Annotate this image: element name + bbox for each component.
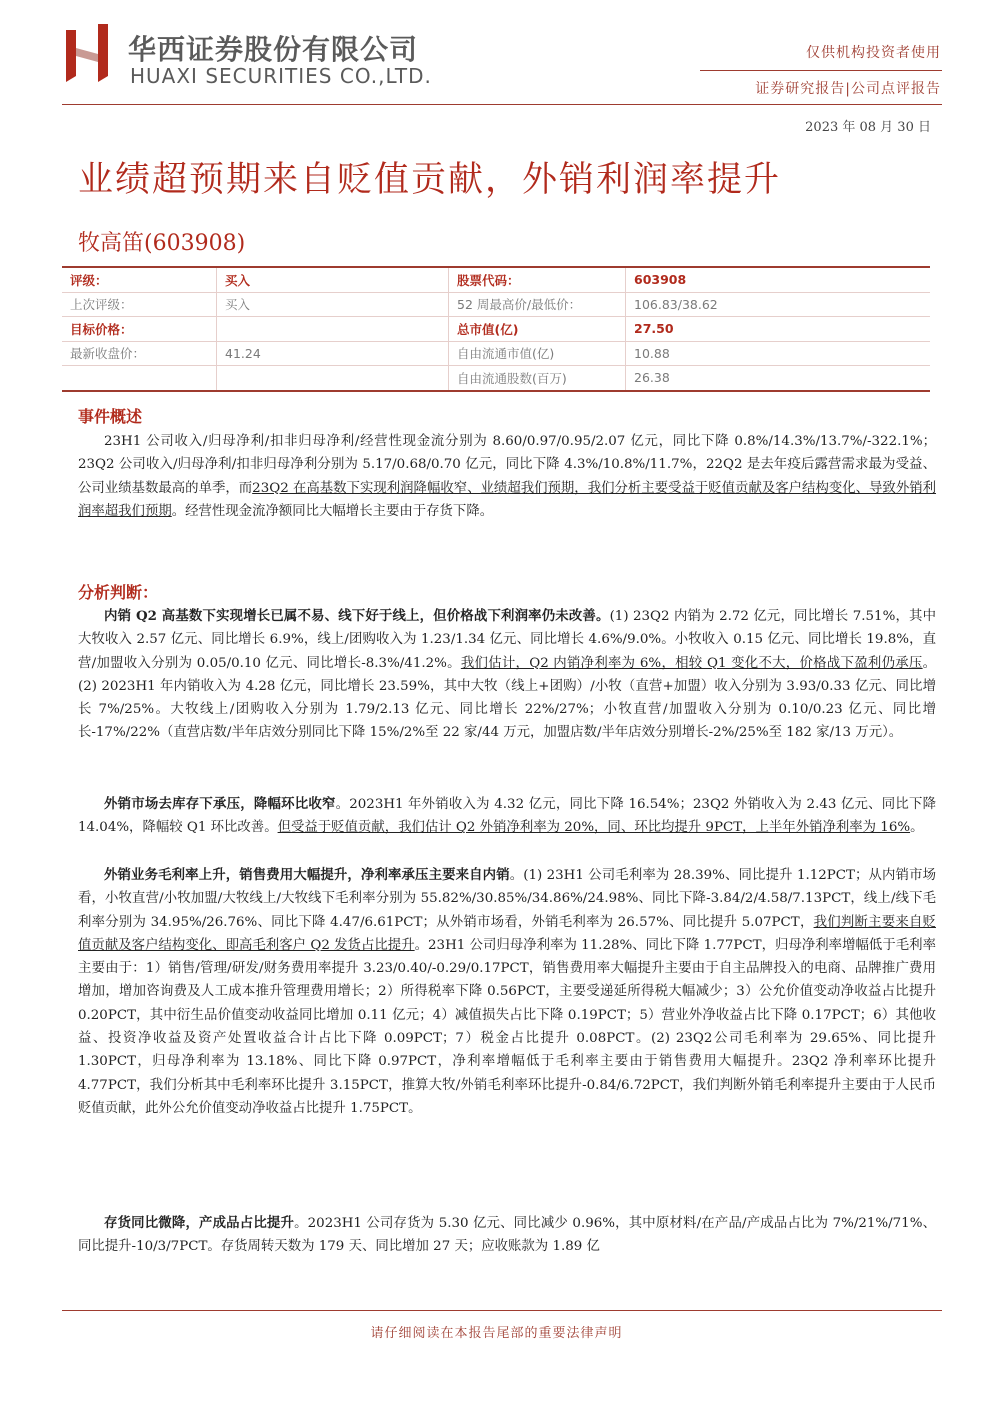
header-rule xyxy=(62,104,942,105)
table-cell: 52 周最高价/最低价： xyxy=(449,292,626,317)
analysis-section-title: 分析判断： xyxy=(78,583,159,602)
event-paragraph xyxy=(78,430,936,523)
event-section-title: 事件概述 xyxy=(78,407,143,426)
table-cell: 目标价格： xyxy=(62,317,217,342)
table-cell: 10.88 xyxy=(626,341,931,366)
table-cell xyxy=(217,317,449,342)
table-cell: 上次评级： xyxy=(62,292,217,317)
analysis-paragraph-inventory xyxy=(78,1212,936,1259)
report-title: 业绩超预期来自贬值贡献，外销利润率提升 xyxy=(78,160,782,200)
table-cell: 603908 xyxy=(626,267,931,292)
domestic-heading: 内销 Q2 高基数下实现增长已属不易、线下好于线上，但价格战下利润率仍未改善。 xyxy=(104,608,610,624)
company-ticker: 牧高笛(603908) xyxy=(78,231,246,256)
table-cell: 总市值(亿) xyxy=(449,317,626,342)
table-row xyxy=(62,366,930,391)
export-highlight: 但受益于贬值贡献，我们估计 Q2 外销净利率为 20%，同、环比均提升 9PCT，上半年外销净利率为 16% xyxy=(277,820,911,836)
table-cell: 买入 xyxy=(217,267,449,292)
table-cell: 27.50 xyxy=(626,317,931,342)
report-type: 证券研究报告|公司点评报告 xyxy=(755,81,941,97)
analysis-paragraph-margin xyxy=(78,864,936,1120)
audience-note: 仅供机构投资者使用 xyxy=(806,45,941,61)
export-text-end: 。 xyxy=(910,820,924,836)
table-cell: 股票代码： xyxy=(449,267,626,292)
export-text: 。2023H1 年外销收入为 4.32 亿元，同比下降 16.54%；23Q2 外销收入为 2.43 亿元、同比下降 14.04%，降幅较 Q1 环比改善。 xyxy=(78,797,937,836)
table-row xyxy=(62,292,930,317)
domestic-highlight: 我们估计，Q2 内销净利率为 6%，相较 Q1 变化不大，价格战下盈利仍承压 xyxy=(460,655,923,671)
table-cell: 自由流通市值(亿) xyxy=(449,341,626,366)
margin-highlight: 我们判断主要来自贬值贡献及客户结构变化、即高毛利客户 Q2 发货占比提升 xyxy=(78,914,936,953)
footer-rule xyxy=(62,1310,942,1311)
margin-text: 。(1) 23H1 公司毛利率为 28.39%、同比提升 1.12PCT；从内销市场看，小牧直营/小牧加盟/大牧线上/大牧线下毛利率分别为 55.82%/30.85%/34.86%/24.98%、同比下降-3.84/2/4.58/7.13PCT，线上/线下毛利率分别为 34.95%/26.76%、同比下降 4.47/6.61PCT；从外销市场看，外销毛利率为 26.57%、同比提升 5.07PCT， xyxy=(78,868,936,930)
stock-info-table xyxy=(62,266,930,392)
event-text-end: 。经营性现金流净额同比大幅增长主要由于存货下降。 xyxy=(171,503,494,519)
inventory-heading: 存货同比微降，产成品占比提升 xyxy=(104,1215,295,1231)
company-name-en: HUAXI SECURITIES CO.,LTD. xyxy=(130,64,432,88)
report-date: 2023 年 08 月 30 日 xyxy=(805,120,931,135)
table-cell xyxy=(217,366,449,391)
inventory-text: 。2023H1 公司存货为 5.30 亿元、同比减少 0.96%，其中原材料/在产品/产成品占比为 7%/21%/71%、同比提升-10/3/7PCT。存货周转天数为 179 天、同比增加 27 天；应收账款为 1.89 亿 xyxy=(78,1216,936,1255)
event-text: 23H1 公司收入/归母净利/扣非归母净利/经营性现金流分别为 8.60/0.97/0.95/2.07 亿元，同比下降 0.8%/14.3%/13.7%/-322.1%；23Q2 公司收入/归母净利/扣非归母净利分别为 5.17/0.68/0.70 亿元，同比下降 4.3%/10.8%/11.7%，22Q2 是去年疫后露营需求最为受益、公司业绩基数最高的单季，而 xyxy=(78,434,936,496)
export-heading: 外销市场去库存下承压，降幅环比收窄 xyxy=(104,796,336,812)
legal-notice: 请仔细阅读在本报告尾部的重要法律声明 xyxy=(370,1326,623,1341)
margin-heading: 外销业务毛利率上升，销售费用大幅提升，净利率承压主要来自内销 xyxy=(104,867,510,883)
header-divider xyxy=(700,70,942,71)
table-cell: 买入 xyxy=(217,292,449,317)
domestic-text: (1) 23Q2 内销为 2.72 亿元，同比增长 7.51%，其中大牧收入 2.57 亿元、同比增长 6.9%，线上/团购收入为 1.23/1.34 亿元、同比增长 4.6%/9.0%。小牧收入 0.15 亿元、同比增长 19.8%，直营/加盟收入分别为 0.05/0.10 亿元、同比增长-8.3%/41.2%。 xyxy=(78,609,937,671)
company-name-cn: 华西证券股份有限公司 xyxy=(128,33,419,66)
margin-text-end: 。23H1 公司归母净利率为 11.28%、同比下降 1.77PCT，归母净利率增幅低于毛利率主要由于：1）销售/管理/研发/财务费用率提升 3.23/0.40/-0.29/0.17PCT，销售费用率大幅提升主要由于自主品牌投入的电商、品牌推广费用增加，增加咨询费及人工成本推升管理费用增长；2）所得税率下降 0.56PCT，主要受递延所得税大幅减少；3）公允价值变动净收益占比提升 0.20PCT，其中衍生品价值变动收益同比增加 0.11 亿元；4）减值损失占比下降 0.19PCT；5）营业外净收益占比下降 0.17PCT；6）其他收益、投资净收益及资产处置收益合计占比下降 0.09PCT；7）税金占比提升 0.08PCT。(2) 23Q2公司毛利率为 29.65%、同比提升 1.30PCT，归母净利率为 13.18%、同比下降 0.97PCT，净利率增幅低于毛利率主要由于销售费用大幅提升。23Q2 净利率环比提升 4.77PCT，我们分析其中毛利率环比提升 3.15PCT，推算大牧/外销毛利率环比提升-0.84/6.72PCT，我们判断外销毛利率提升主要由于人民币贬值贡献，此外公允价值变动净收益占比提升 1.75PCT。 xyxy=(78,937,936,1116)
table-row xyxy=(62,267,930,292)
table-row xyxy=(62,341,930,366)
table-cell: 自由流通股数(百万) xyxy=(449,366,626,391)
table-cell: 评级： xyxy=(62,267,217,292)
table-cell xyxy=(62,366,217,391)
huaxi-logo-icon xyxy=(62,24,112,82)
table-row xyxy=(62,317,930,342)
event-highlight: 23Q2 在高基数下实现利润降幅收窄、业绩超我们预期，我们分析主要受益于贬值贡献及客户结构变化、导致外销利润率超我们预期 xyxy=(78,480,937,519)
table-cell: 最新收盘价： xyxy=(62,341,217,366)
domestic-text-end: 。(2) 2023H1 年内销收入为 4.28 亿元，同比增长 23.59%，其中大牧（线上+团购）/小牧（直营+加盟）收入分别为 3.93/0.33 亿元、同比增长 7%/25%。大牧线上/团购收入分别为 1.79/2.13 亿元、同比增长 22%/27%；小牧直营/加盟收入分别为 0.10/0.23 亿元、同比增长-17%/22%（直营店数/半年店效分别同比下降 15%/2%至 22 家/44 万元，加盟店数/半年店效分别增长-2%/25%至 182 家/13 万元）。 xyxy=(78,655,937,741)
table-cell: 26.38 xyxy=(626,366,931,391)
table-cell: 41.24 xyxy=(217,341,449,366)
analysis-paragraph-export xyxy=(78,793,936,840)
analysis-paragraph-domestic xyxy=(78,605,936,745)
table-cell: 106.83/38.62 xyxy=(626,292,931,317)
